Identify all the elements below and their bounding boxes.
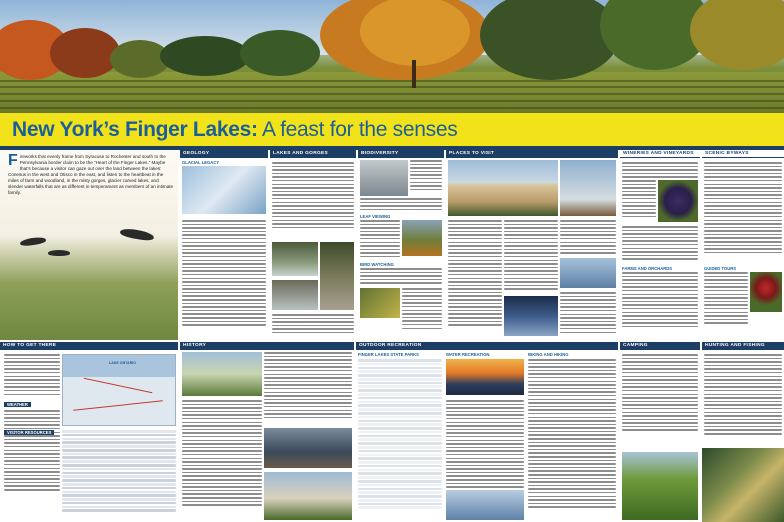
tree-left-2: [50, 28, 120, 78]
sailboats-photo: [446, 490, 524, 520]
history-landscape-photo: [182, 352, 262, 396]
header-scenic-byways: SCENIC BYWAYS: [702, 150, 784, 158]
tree-right-3: [690, 0, 784, 70]
region-map: [62, 354, 176, 426]
goose-1: [20, 236, 47, 247]
header-geology: GEOLOGY: [180, 150, 268, 158]
section-how-to-get-there: [0, 342, 178, 522]
section-hunting-fishing: [702, 342, 784, 522]
bird-nest-photo: [360, 160, 408, 196]
harbor-photo: [560, 258, 616, 288]
museum-photo: [504, 296, 558, 336]
waterfall-photo-1: [272, 242, 318, 276]
goose-2: [119, 227, 154, 242]
hero-photo: [0, 0, 784, 113]
glacier-diagram: [182, 166, 266, 214]
section-history: [180, 342, 354, 522]
header-hunting-fishing: HUNTING AND FISHING: [702, 342, 784, 350]
subhead-water-recreation: WATER RECREATION: [446, 352, 490, 357]
header-wineries: WINERIES AND VINEYARDS: [620, 150, 700, 158]
intro-dropcap: F: [8, 152, 18, 169]
intro-panel: [0, 150, 178, 340]
lake-ontario-label: LAKE ONTARIO: [109, 361, 137, 365]
title-sub: A feast for the senses: [257, 118, 458, 141]
subhead-leaf-viewing: LEAF VIEWING: [360, 214, 391, 219]
intro-paragraph: ireworks that evenly frame from Syracuse to Rochester and south to the Pennsylvania border claim to be the “Heart of the Finger Lakes.” Maybe that’s because a visitor can gaze out over the land between the lakes: Conesus in the west and Otisco in the east, and listen to the heartbeat in the miles of farm and woodland, in the misty gorges, glacier carved lakes, and slender waterfalls that are as different in temperament as members of an intimate family.: [8, 154, 174, 195]
header-biodiversity: BIODIVERSITY: [358, 150, 444, 158]
subhead-state-parks: FINGER LAKES STATE PARKS: [358, 352, 419, 357]
grapes-photo: [658, 180, 698, 222]
subhead-glacial-legacy: GLACIAL LEGACY: [182, 160, 220, 165]
golf-course-photo: [622, 452, 698, 520]
apple-orchard-photo: [750, 272, 782, 312]
historic-building-photo: [448, 160, 558, 216]
section-places-to-visit: [446, 150, 618, 340]
section-biodiversity: [358, 150, 444, 340]
header-how-to-get-there: HOW TO GET THERE: [0, 342, 178, 350]
smokestack-photo: [560, 160, 616, 216]
sunset-lake-photo: [446, 359, 524, 395]
subhead-farms: FARMS AND ORCHARDS: [622, 266, 673, 271]
intro-text-block: [8, 154, 174, 196]
fall-foliage-photo: [402, 220, 442, 256]
subhead-guided-tours: GUIDED TOURS: [704, 266, 737, 271]
history-reenactment-photo: [264, 428, 352, 468]
title-main: New York’s Finger Lakes:: [12, 118, 258, 141]
section-camping: [620, 342, 700, 522]
waterfall-photo-2: [272, 280, 318, 310]
subhead-weather: WEATHER: [4, 402, 31, 407]
section-outdoor-recreation: [356, 342, 618, 522]
header-outdoor-recreation: OUTDOOR RECREATION: [356, 342, 618, 350]
state-parks-table: [358, 359, 442, 510]
tree-center-1: [240, 30, 320, 76]
subhead-bird-watching: BIRD WATCHING: [360, 262, 394, 267]
goose-3: [48, 250, 70, 256]
header-history: HISTORY: [180, 342, 354, 350]
page-title: [12, 118, 457, 142]
subhead-biking-hiking: BIKING AND HIKING: [528, 352, 569, 357]
header-camping: CAMPING: [620, 342, 700, 350]
subhead-visitor-resources: VISITOR RESOURCES: [4, 430, 54, 435]
title-band: [0, 113, 784, 146]
history-mansion-photo: [264, 472, 352, 520]
gorge-photo: [320, 242, 354, 310]
section-geology: [180, 150, 268, 340]
bird-photo: [360, 288, 400, 318]
tree-left-4: [160, 36, 250, 76]
tree-right-1: [480, 0, 620, 80]
section-lakes-gorges: [270, 150, 356, 340]
fishing-photo: [702, 448, 784, 522]
section-scenic-byways: [702, 150, 784, 340]
header-places-to-visit: PLACES TO VISIT: [446, 150, 618, 158]
section-wineries: [620, 150, 700, 340]
header-lakes-gorges: LAKES AND GORGES: [270, 150, 356, 158]
